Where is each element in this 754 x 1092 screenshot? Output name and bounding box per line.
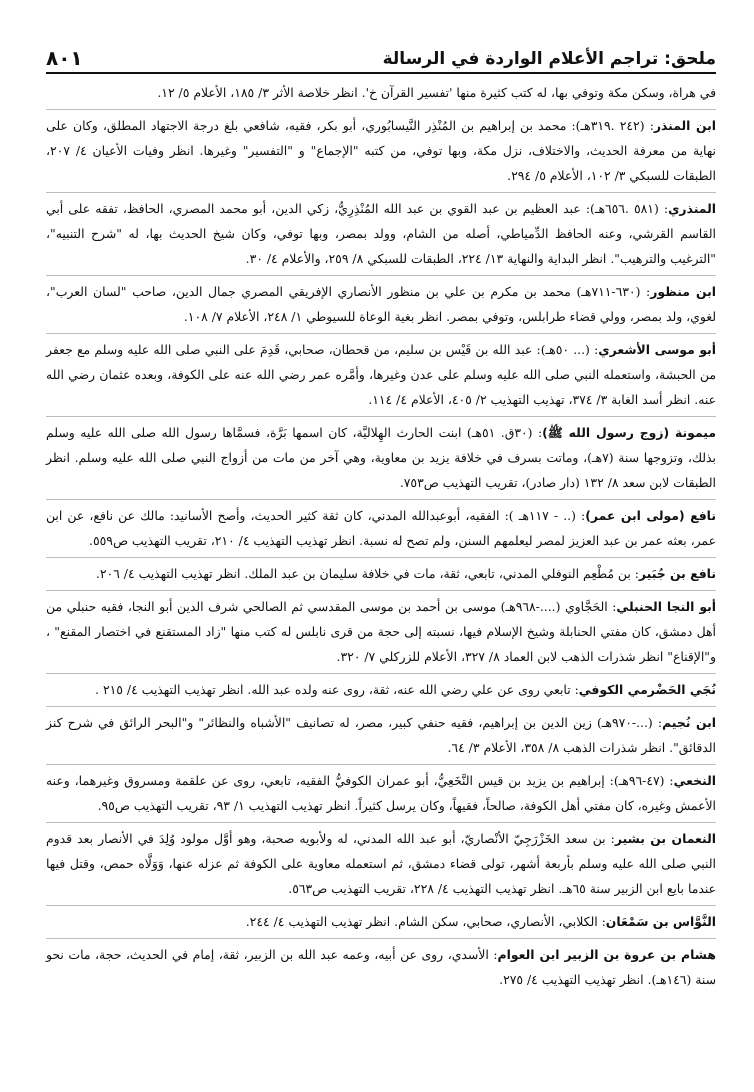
page-number: ٨٠١ — [46, 46, 83, 70]
entry-text: : تابعي روى عن علي رضي الله عنه، ثقة، روى عنه ولده عبد الله. انظر تهذيب التهذيب ٤/ ٢١٥ . — [95, 682, 579, 697]
biography-entry — [46, 591, 716, 674]
running-title: ملحق: تراجم الأعلام الواردة في الرسالة — [382, 49, 716, 69]
entry-text: : (.. - ١١٧هـ ): الفقيه، أبوعبدالله المدني، كان ثقة كثير الحديث، وأصح الأسانيد: مالك عن نافع، عن ابن عمر، بعثه عمر بن عبد العزيز لمصر ليعلمهم السنن، ولم تصح له نسبة. انظر تهذيب التهذيب ٤/ ٢١٠، تقريب التهذيب ص٥٥٩. — [46, 508, 716, 548]
entry-text: : (٦٣٠-٧١١هـ) محمد بن مكرم بن علي بن منظور الأنصاري الإفريقي المصري جمال الدين، صاحب "لسان العرب"، لغوي، ولد بمصر، وولي قضاء طرابلس، وتوفي بمصر. انظر بغية الوعاة للسيوطي ١/ ٢٤٨، الأعلام ٧/ ١٠٨. — [46, 284, 716, 324]
biography-entry — [46, 334, 716, 417]
entry-text: : الحَجَّاوي (....-٩٦٨هـ) موسى بن أحمد بن موسى المقدسي ثم الصالحي شرف الدين أبو النجا، فقيه حنبلي من أهل دمشق، كان مفتي الحنابلة وشيخ الإسلام فيها، نسبته إلى حجة من قرى نابلس له كتب منها "زاد المستقنع في اختصار المقنع" ، و"الإقناع" انظر شذرات الذهب لابن العماد ٨/ ٣٢٧، الأعلام للزركلي ٧/ ٣٢٠. — [46, 599, 716, 664]
entry-name: النعمان بن بشير — [614, 831, 716, 846]
entry-text: : (٣٠ق. ٥١هـ) ابنت الحارث الهِلاليَّة، كان اسمها بَرَّة، فسمَّاها رسول الله صلى الله عليه وسلم بذلك، وتزوجها سنة (٧هـ)، وماتت بسرف في خلافة يزيد بن معاوية، وهي آخر من مات من أزواج النبي صلى الله عليه وسلم. انظر الطبقات لابن سعد ٨/ ١٣٢ (دار صادر)، تقريب التهذيب ص٧٥٣. — [46, 425, 717, 490]
biography-entry — [46, 906, 716, 939]
entry-name: نافع بن جُبَير — [638, 566, 716, 581]
entry-text: : (...-٩٧٠هـ) زين الدين بن إبراهيم، فقيه حنفي كبير، مصر، له تصانيف "الأشباه والنظائر" و"البحر الرائق في شرح كنز الدقائق". انظر شذرات الذهب ٨/ ٣٥٨، الأعلام ٣/ ٦٤. — [46, 715, 716, 755]
entry-text: : (٥٨١ .٦٥٦هـ): عبد العظيم بن عبد القوي بن عبد الله المُنْذِرِيُّ، زكي الدين، أبو محمد المصري، الحافظ، تفقه على أبي القاسم القرشي، وعنه الحافظ الدِّمياطي، أصله من الشام، وولد بمصر، وبها توفي، وكان شيخ الحديث بها، له "شرح التنبيه"، "الترغيب والترهيب". انظر البداية والنهاية ١٣/ ٢٢٤، الطبقات للسبكي ٨/ ٢٥٩، والأعلام ٤/ ٣٠. — [46, 201, 716, 266]
biography-entry — [46, 500, 716, 558]
entry-name: ابن منظور — [650, 284, 716, 299]
biography-entry — [46, 417, 716, 500]
entry-name: ابن المنذر — [653, 118, 716, 133]
entry-text: : الأسدي، روى عن أبيه، وعمه عبد الله بن الزبير، ثقة، إمام في الحديث، حجة، مات نحو سنة (١٤٦هـ). انظر تهذيب التهذيب ٤/ ٢٧٥. — [46, 947, 716, 987]
biography-entry — [46, 939, 716, 996]
entry-text: : (٤٧-٩٦هـ): إبراهيم بن يزيد بن قيس النَّخَعِيُّ، أبو عمران الكوفيُّ الفقيه، تابعي، روى عن علقمة ومسروق وغيرهما، وعنه الأعمش وغيره، كان مفتي أهل الكوفة، صالحاً، فقيهاً، وكان يرسل كثيراً. انظر تهذيب التهذيب ١/ ٩٣، تقريب التهذيب ص٩٥. — [46, 773, 716, 813]
biography-entry — [46, 193, 716, 276]
entry-text: : الكلابي، الأنصاري، صحابي، سكن الشام. انظر تهذيب التهذيب ٤/ ٢٤٤. — [245, 914, 606, 929]
page-header — [46, 38, 716, 74]
entry-name: أبو النجا الحنبلي — [616, 599, 717, 614]
entry-text: : بن سعد الخَزْرَجِيّ الأنْصاريّ، أبو عبد الله المدني، له ولأبويه صحبة، وهو أوَّل مولود وُلِدَ في الأنصار بعد قدوم النبي صلى الله عليه وسلم بأربعة أشهر، تولى قضاء دمشق، ثم استعمله معاوية على الكوفة ثم عزله عنها، وَوَلَّاه حمص، وقتل فيها عندما بايع ابن الزبير سنة ٦٥هـ. انظر تهذيب التهذيب ٤/ ٢٢٨، تقريب التهذيب ص٥٦٣. — [46, 831, 716, 896]
entry-name: نافع (مولى ابن عمر) — [585, 508, 716, 523]
entry-name: ابن نُجيم — [662, 715, 716, 730]
entry-name: أبو موسى الأشعري — [598, 342, 716, 357]
biography-entry — [46, 558, 716, 591]
biography-entry — [46, 707, 716, 765]
entry-text: : (... ٥٠هـ): عبد الله بن قَيْس بن سليم، من قحطان، صحابي، قَدِمَ على النبي صلى الله عليه وسلم مع جعفر من الحبشة، واستعمله النبي صلى الله عليه وسلم على عدن وغيرها، وأمَّره عمر رضي الله عنه على الكوفة، وبعده عثمان رضي الله عنه. انظر أسد الغابة ٣/ ٣٧٤، تهذيب التهذيب ٢/ ٤٠٥، الأعلام ٤/ ١١٤. — [46, 342, 716, 407]
biography-entry — [46, 110, 716, 193]
biography-entry — [46, 674, 716, 707]
entry-name: المنذري — [668, 201, 716, 216]
entry-name: ميمونة (زوج رسول الله ﷺ) — [542, 425, 716, 440]
entry-name: نُجَي الحَضْرمي الكوفي — [578, 682, 716, 697]
biography-entry-continued — [46, 80, 716, 110]
entry-name: النخعي — [673, 773, 716, 788]
biography-entry — [46, 765, 716, 823]
entry-name: النَّوَّاس بن سَمْعَان — [605, 914, 716, 929]
entry-text: : (٢٤٢ .٣١٩هـ): محمد بن إبراهيم بن المُنْذِر النَّيسابُوري، أبو بكر، فقيه، شافعي بلغ درجة الاجتهاد المطلق، وكان على نهاية من معرفة الحديث، والاختلاف، نزل مكة، وبها توفي، من كتبه "الإجماع" و "التفسير" وغيرها. انظر وفيات الأعيان ٤/ ٢٠٧، الطبقات للسبكي ٣/ ١٠٢، الأعلام ٥/ ٢٩٤. — [46, 118, 716, 183]
entry-text: في هراة، وسكن مكة وتوفي بها، له كتب كثيرة منها 'تفسير القرآن خ'. انظر خلاصة الأثر ٣/ ١٨٥، الأعلام ٥/ ١٢. — [157, 85, 716, 100]
biography-entry — [46, 823, 716, 906]
entry-name: هشام بن عروة بن الزبير ابن العوام — [497, 947, 716, 962]
biography-list — [46, 80, 716, 996]
entry-text: : بن مُطْعِم النوفلي المدني، تابعي، ثقة، مات في خلافة سليمان بن عبد الملك. انظر تهذيب التهذيب ٤/ ٢٠٦. — [95, 566, 639, 581]
biography-entry — [46, 276, 716, 334]
